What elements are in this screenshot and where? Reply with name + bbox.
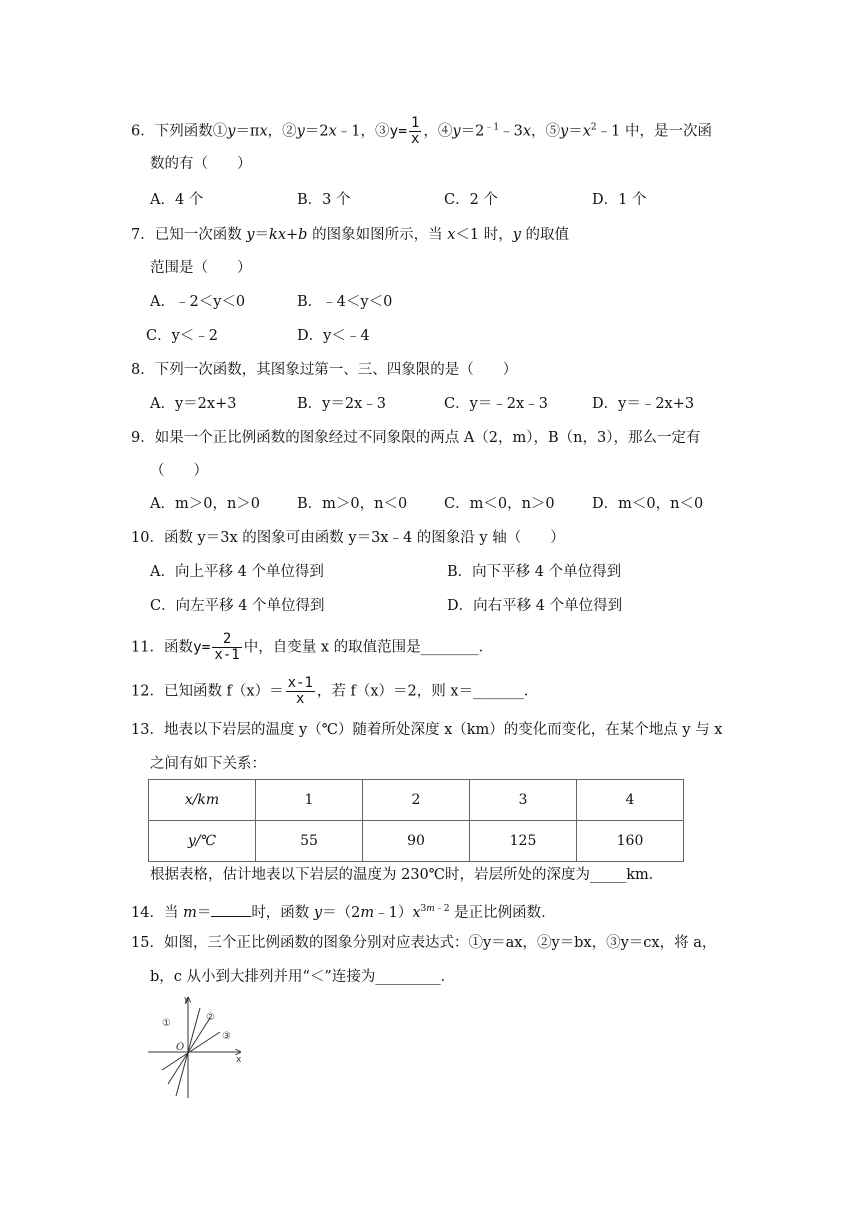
table-row: [149, 780, 684, 821]
q7-option-b: B．﹣4＜y＜0: [297, 294, 393, 310]
q10-option-d: D．向右平移 4 个单位得到: [447, 598, 623, 614]
q10-option-b: B．向下平移 4 个单位得到: [447, 564, 622, 580]
table-header-cell: y/℃: [149, 821, 256, 862]
table-cell: 3: [470, 780, 577, 821]
q6-option-d: D．1 个: [592, 192, 647, 208]
q11-line: 11．函数y= $\frac{2}{x-1}$ 中，自变量 x 的取值范围是________．: [131, 631, 494, 663]
y-axis-label: y: [184, 995, 190, 1005]
q6-option-c: C．2 个: [444, 192, 498, 208]
q9-option-d: D．m＜0，n＜0: [592, 496, 704, 512]
depth-temperature-table: [148, 779, 684, 862]
q15-figure: [140, 990, 250, 1100]
table-header-cell: x/km: [149, 780, 256, 821]
q13-line1: 13．地表以下岩层的温度 y（℃）随着所处深度 x（km）的变化而变化，在某个地点 y 与 x: [131, 722, 723, 738]
table-cell: 125: [470, 821, 577, 862]
table-cell: 1: [256, 780, 363, 821]
label-3: ③: [222, 1031, 231, 1042]
table-row: [149, 821, 684, 862]
table-cell: 55: [256, 821, 363, 862]
q6-fraction: $\frac{1}{x}$: [410, 115, 420, 147]
q8-option-c: C．y＝﹣2x﹣3: [444, 396, 548, 412]
q9-line2: （ ）: [150, 463, 208, 479]
q9-option-c: C．m＜0，n＞0: [444, 496, 555, 512]
q10-line1: 10．函数 y＝3x 的图象可由函数 y＝3x﹣4 的图象沿 y 轴（ ）: [131, 530, 565, 546]
table-cell: 160: [577, 821, 684, 862]
q9-option-b: B．m＞0，n＜0: [297, 496, 408, 512]
q11-fraction: $\frac{2}{x-1}$: [214, 631, 240, 663]
q6-option-a: A．4 个: [150, 192, 204, 208]
q7-option-a: A．﹣2＜y＜0: [150, 294, 246, 310]
q12-line: 12．已知函数 f（x）＝ $\frac{x-1}{x}$ ，若 f（x）＝2，则 x＝_______．: [131, 675, 539, 707]
q7-line2: 范围是（ ）: [150, 260, 252, 276]
label-1: ①: [162, 1018, 171, 1029]
q14-line: 14．当 m＝ 时，函数 $y=(2m﹣1)x^{3m﹣2}$ 是正比例函数．: [131, 899, 556, 923]
q8-option-b: B．y＝2x﹣3: [297, 396, 386, 412]
line-3: [162, 1032, 220, 1070]
q8-line1: 8．下列一次函数，其图象过第一、三、四象限的是（ ）: [131, 362, 518, 378]
q9-line1: 9．如果一个正比例函数的图象经过不同象限的两点 A（2，m），B（n，3），那么一定有: [131, 430, 701, 446]
table-cell: 90: [363, 821, 470, 862]
q7-option-d: D．y＜﹣4: [297, 328, 370, 344]
x-axis-label: x: [236, 1055, 242, 1065]
label-2: ②: [206, 1012, 215, 1023]
table-cell: 2: [363, 780, 470, 821]
q12-fraction: $\frac{x-1}{x}$: [287, 675, 313, 707]
origin-label: O: [176, 1042, 185, 1053]
table-cell: 4: [577, 780, 684, 821]
q9-option-a: A．m＞0，n＞0: [150, 496, 261, 512]
line-2: [168, 1018, 210, 1084]
q8-option-d: D．y＝﹣2x+3: [592, 396, 695, 412]
q15-line1: 15．如图，三个正比例函数的图象分别对应表达式：①y＝ax，②y＝bx，③y＝cx，将 a，: [131, 935, 717, 951]
q7-line1: 7．已知一次函数 y＝kx+b 的图象如图所示，当 x＜1 时，y 的取值: [131, 227, 570, 243]
q7-option-c: C．y＜﹣2: [146, 328, 219, 344]
q6-line2: 数的有（ ）: [150, 156, 252, 172]
q13-line3: 根据表格，估计地表以下岩层的温度为 230℃时，岩层所处的深度为_____km．: [150, 867, 664, 883]
q6-option-b: B．3 个: [297, 192, 351, 208]
q8-option-a: A．y＝2x+3: [150, 396, 237, 412]
q13-line2: 之间有如下关系：: [150, 756, 266, 772]
q15-line2: b，c 从小到大排列并用“＜”连接为_________．: [150, 969, 456, 985]
q10-option-a: A．向上平移 4 个单位得到: [150, 564, 324, 580]
q10-option-c: C．向左平移 4 个单位得到: [150, 598, 325, 614]
q6-line1: 6．下列函数①y＝πx，②y＝2x﹣1，③y= $\frac{1}{x}$ ，$④y=2^{﹣1}﹣3x$，$⑤y=x^2﹣1$ 中，是一次函: [131, 115, 712, 147]
